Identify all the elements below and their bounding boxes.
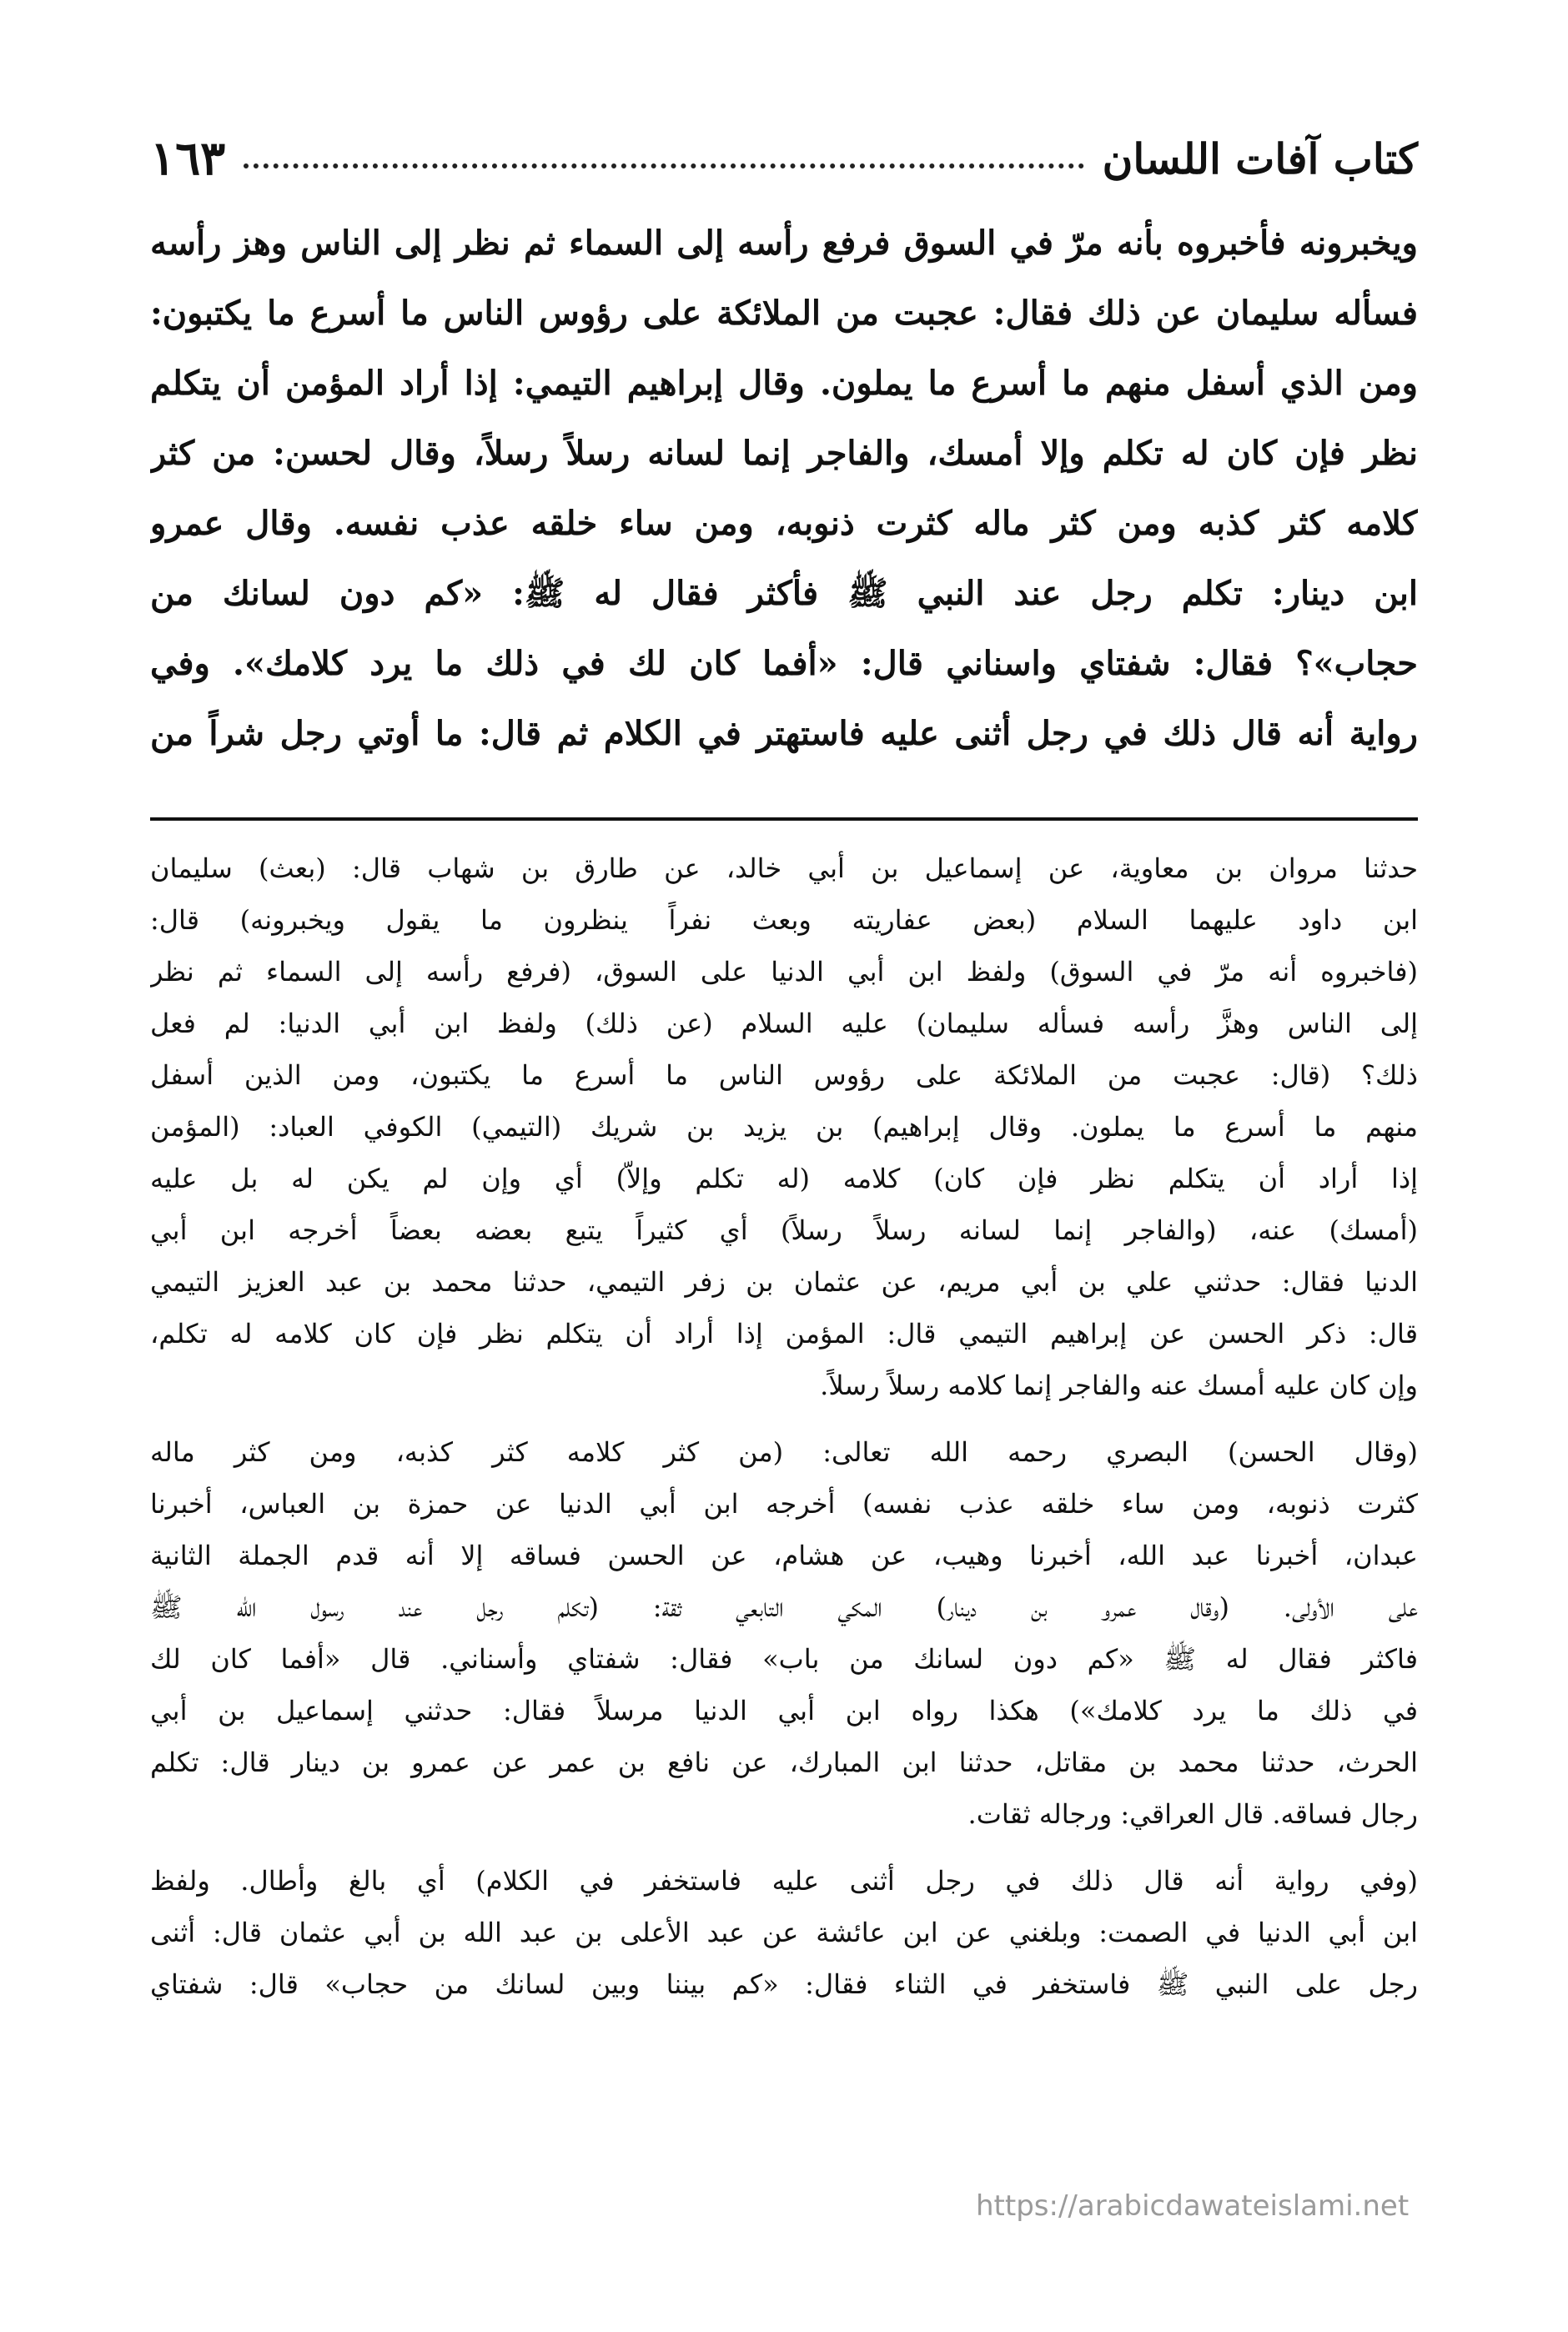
commentary-line: (فاخبروه أنه مرّ في السوق) ولفظ ابن أبي الدنيا على السوق، (فرفع رأسه إلى السماء ثم نظر — [150, 956, 1418, 988]
commentary-line: الدنيا فقال: حدثني علي بن أبي مريم، عن عثمان بن زفر التيمي، حدثنا محمد بن عبد العزيز التيمي — [150, 1266, 1418, 1298]
page-number: ١٦٣ — [150, 131, 226, 186]
commentary-line: حدثنا مروان بن معاوية، عن إسماعيل بن أبي خالد، عن طارق بن شهاب قال: (بعث) سليمان — [150, 852, 1418, 884]
commentary-line: رجل على النبي ﷺ فاستخفر في الثناء فقال: «كم بيننا وبين لسانك من حجاب» قال: شفتاي — [150, 1968, 1418, 2000]
commentary-line: كثرت ذنوبه، ومن ساء خلقه عذب نفسه) أخرجه ابن أبي الدنيا عن حمزة بن العباس، أخبرنا — [150, 1488, 1418, 1520]
commentary-line: إلى الناس وهزَّ رأسه فسأله سليمان) عليه السلام (عن ذلك) ولفظ ابن أبي الدنيا: لم فعل — [150, 1008, 1418, 1039]
commentary-line: على الأولى. (وقال عمرو بن دينار) المكي التابعي ثقة: (تكلم رجل عند رسول الله ﷺ — [150, 1591, 1418, 1623]
main-text-line: فسأله سليمان عن ذلك فقال: عجبت من الملائكة على رؤوس الناس ما أسرع ما يكتبون: — [150, 294, 1418, 333]
commentary-line: قال: ذكر الحسن عن إبراهيم التيمي قال: المؤمن إذا أراد أن يتكلم نظر فإن كان كلامه له تكلم، — [150, 1318, 1418, 1349]
commentary-line: (أمسك) عنه، (والفاجر إنما لسانه رسلاً رسلاً) أي كثيراً يتبع بعضه بعضاً أخرجه ابن أبي — [150, 1214, 1418, 1246]
commentary-line: إذا أراد أن يتكلم نظر فإن كان) كلامه (له تكلم وإلاّ) أي وإن لم يكن له بل عليه — [150, 1163, 1418, 1194]
header-dot-leader — [244, 163, 1083, 168]
commentary-line: ابن داود عليهما السلام (بعض عفاريته وبعث نفراً ينظرون ما يقول ويخبرونه) قال: — [150, 904, 1418, 936]
commentary-line: في ذلك ما يرد كلامك») هكذا رواه ابن أبي الدنيا مرسلاً فقال: حدثني إسماعيل بن أبي — [150, 1695, 1418, 1726]
main-text-line: حجاب»؟ فقال: شفتاي واسناني قال: «أفما كان لك في ذلك ما يرد كلامك». وفي — [150, 644, 1418, 683]
footnote-separator — [150, 817, 1418, 821]
main-text-line: رواية أنه قال ذلك في رجل أثنى عليه فاستهتر في الكلام ثم قال: ما أوتي رجل شراً من — [150, 714, 1418, 753]
main-text-line: ويخبرونه فأخبروه بأنه مرّ في السوق فرفع رأسه إلى السماء ثم نظر إلى الناس وهز رأسه — [150, 224, 1418, 263]
main-text-line: ابن دينار: تكلم رجل عند النبي ﷺ فأكثر فقال له ﷺ: «كم دون لسانك من — [150, 574, 1418, 613]
commentary — [150, 842, 1418, 2025]
commentary-paragraph — [150, 1855, 1418, 2010]
main-text-line: نظر فإن كان له تكلم وإلا أمسك، والفاجر إنما لسانه رسلاً رسلاً، وقال لحسن: من كثر — [150, 434, 1418, 473]
running-header — [150, 125, 1418, 192]
commentary-line: (وفي رواية أنه قال ذلك في رجل أثنى عليه فاستخفر في الكلام) أي بالغ وأطال. ولفظ — [150, 1865, 1418, 1897]
watermark-url: https://arabicdawateislami.net — [976, 2189, 1410, 2223]
main-text-line: ومن الذي أسفل منهم ما أسرع ما يملون. وقال إبراهيم التيمي: إذا أراد المؤمن أن يتكلم — [150, 364, 1418, 403]
commentary-line: ذلك؟ (قال: عجبت من الملائكة على رؤوس الناس ما أسرع ما يكتبون، ومن الذين أسفل — [150, 1059, 1418, 1091]
commentary-line: فاكثر فقال له ﷺ «كم دون لسانك من باب» فقال: شفتاي وأسناني. قال «أفما كان لك — [150, 1643, 1418, 1675]
commentary-line: رجال فساقه. قال العراقي: ورجاله ثقات. — [967, 1798, 1418, 1830]
book-title: كتاب آفات اللسان — [1102, 133, 1418, 183]
commentary-line: وإن كان عليه أمسك عنه والفاجر إنما كلامه رسلاً رسلاً. — [820, 1370, 1418, 1401]
commentary-line: ابن أبي الدنيا في الصمت: وبلغني عن ابن عائشة عن عبد الأعلى بن عبد الله بن أبي عثمان قال: أثنى — [150, 1917, 1418, 1948]
commentary-paragraph — [150, 1426, 1418, 1840]
commentary-line: منهم ما أسرع ما يملون. وقال إبراهيم) بن يزيد بن شريك (التيمي) الكوفي العباد: (المؤمن — [150, 1111, 1418, 1143]
commentary-line: (وقال الحسن) البصري رحمه الله تعالى: (من كثر كلامه كثر كذبه، ومن كثر ماله — [150, 1436, 1418, 1468]
commentary-line: الحرث، حدثنا محمد بن مقاتل، حدثنا ابن المبارك، عن نافع بن عمر عن عمرو بن دينار قال: تكلم — [150, 1746, 1418, 1778]
main-text-line: كلامه كثر كذبه ومن كثر ماله كثرت ذنوبه، ومن ساء خلقه عذب نفسه. وقال عمرو — [150, 504, 1418, 543]
main-text — [150, 209, 1418, 769]
commentary-paragraph — [150, 842, 1418, 1411]
commentary-line: عبدان، أخبرنا عبد الله، أخبرنا وهيب، عن هشام، عن الحسن فساقه إلا أنه قدم الجملة الثانية — [150, 1540, 1418, 1571]
